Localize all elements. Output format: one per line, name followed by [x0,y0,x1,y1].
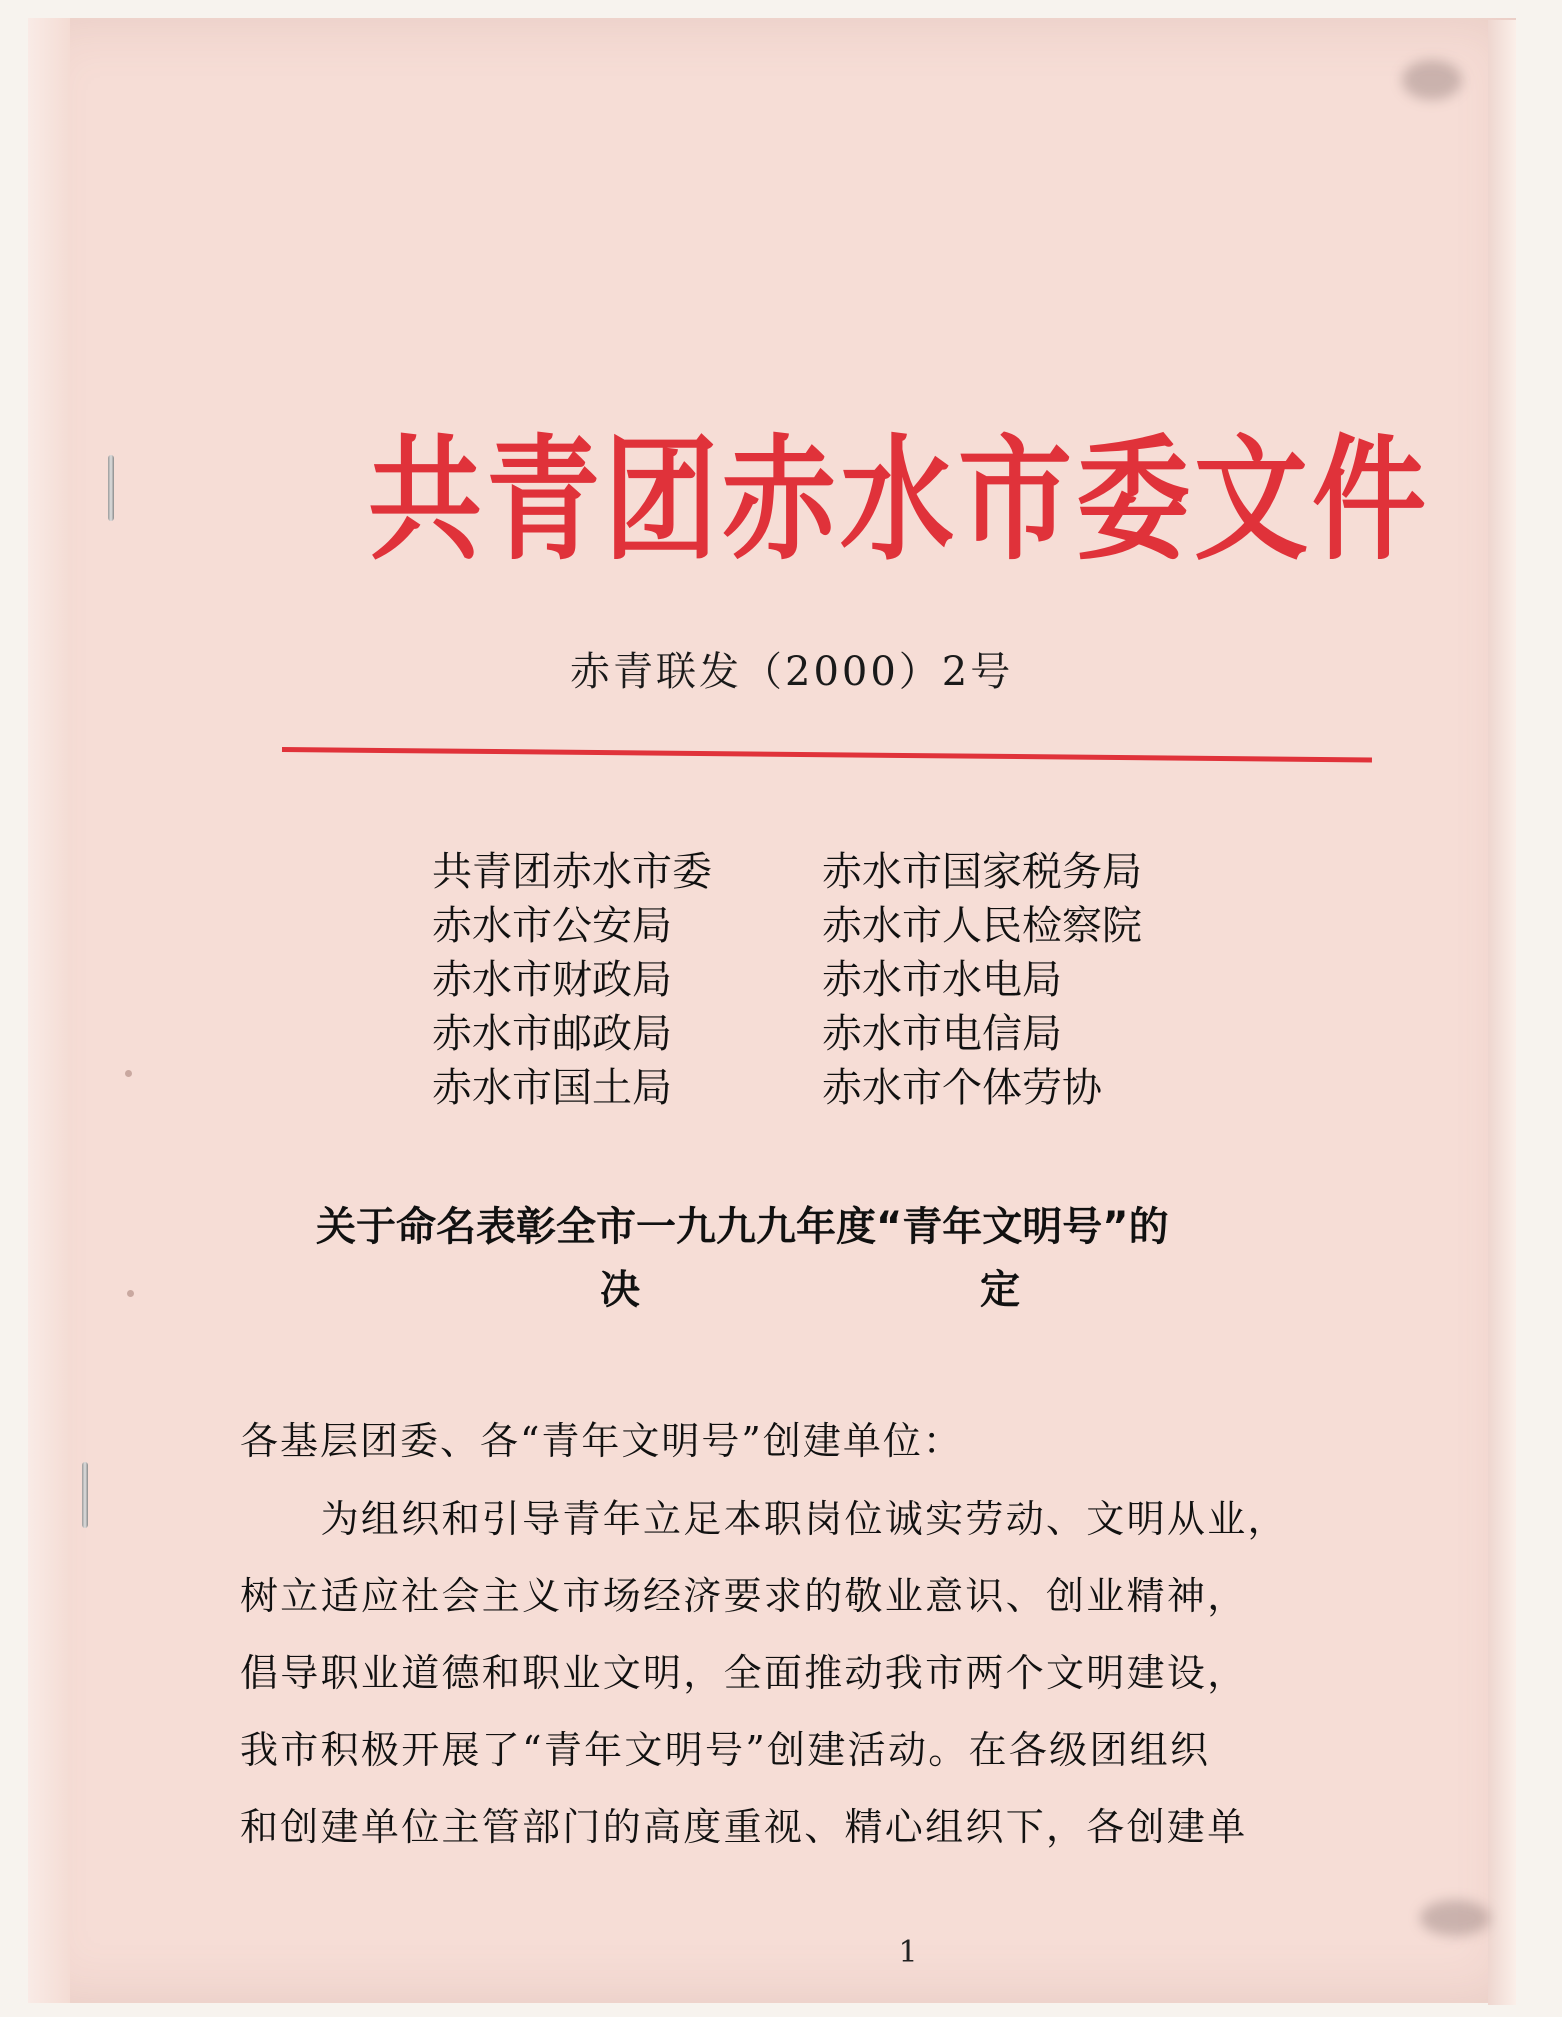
body-text-line: 倡导职业道德和职业文明，全面推动我市两个文明建设， [240,1651,1248,1695]
body-text-line: 我市积极开展了“青年文明号”创建活动。在各级团组织 [240,1728,1211,1772]
body-text-line: 为组织和引导青年立足本职岗位诚实劳动、文明从业， [240,1497,1288,1541]
issuer-row [432,953,1192,1007]
document-number: 赤青联发（2000）2号 [570,649,1014,695]
issuer-name: 赤水市国家税务局 [822,849,1142,895]
body-text-line: 树立适应社会主义市场经济要求的敬业意识、创业精神， [240,1574,1248,1618]
punch-hole [125,1070,132,1077]
issuer-row [432,1007,1192,1061]
issuer-row [432,845,1192,899]
salutation: 各基层团委、各“青年文明号”创建单位： [240,1419,963,1463]
title-char: 决 [600,1267,640,1313]
binding-margin [28,18,70,2003]
issuer-name: 赤水市水电局 [822,957,1062,1003]
issuer-name: 赤水市国土局 [432,1065,672,1111]
issuer-name: 赤水市个体劳协 [822,1065,1102,1111]
page-number: 1 [898,1935,918,1970]
issuer-row [432,899,1192,953]
issuer-name: 赤水市公安局 [432,903,672,949]
issuer-name: 赤水市人民检察院 [822,903,1142,949]
staple-icon [108,455,114,521]
scan-smudge [1420,1900,1490,1936]
punch-hole [127,1290,134,1297]
issuer-row [432,1061,1192,1115]
issuer-name: 赤水市财政局 [432,957,672,1003]
issuer-name: 共青团赤水市委 [432,849,712,895]
issuer-name: 赤水市电信局 [822,1011,1062,1057]
document-masthead: 共青团赤水市委文件 [368,420,1431,579]
decision-title: 关于命名表彰全市一九九九年度“青年文明号”的 [316,1204,1169,1250]
staple-icon [82,1462,88,1528]
title-char: 定 [980,1267,1020,1313]
scan-smudge [1402,60,1462,100]
decision-title-line2 [600,1258,1020,1315]
issuer-name: 赤水市邮政局 [432,1011,672,1057]
paper-edge [1488,20,1516,2005]
body-text-line: 和创建单位主管部门的高度重视、精心组织下，各创建单 [240,1805,1248,1849]
issuing-organizations [432,845,1192,1115]
